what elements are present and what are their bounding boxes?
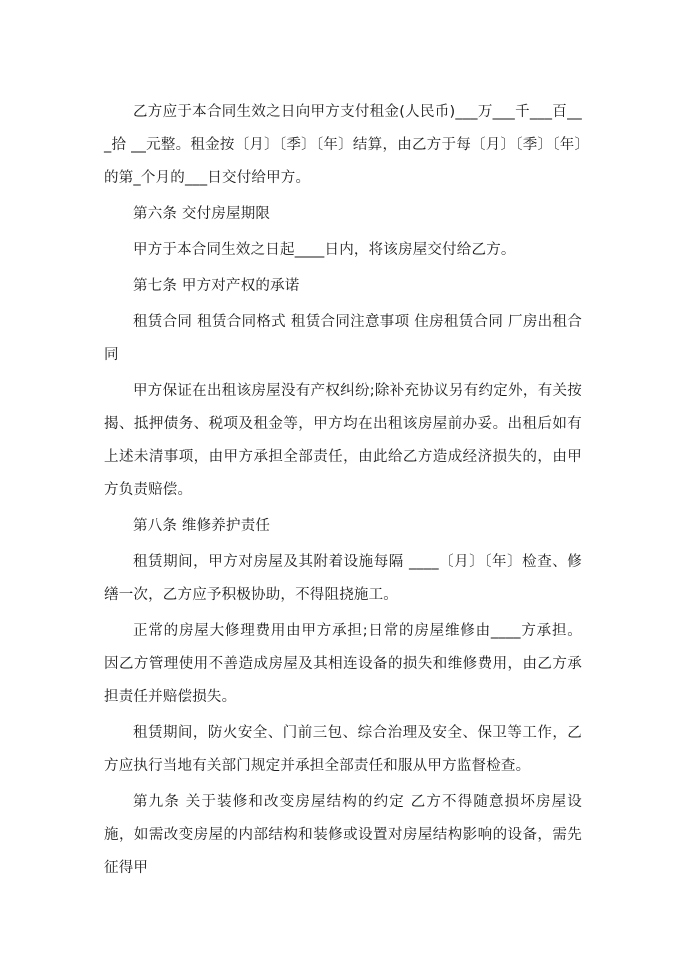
article-9-paragraph: 第九条 关于装修和改变房屋结构的约定 乙方不得随意损坏房屋设施，如需改变房屋的内部结构和装修或设置对房屋结构影响的设备，需先征得甲 xyxy=(104,794,582,876)
related-topics-line: 租赁合同 租赁合同格式 租赁合同注意事项 住房租赁合同 厂房出租合同 xyxy=(104,314,582,363)
property-rights-paragraph: 甲方保证在出租该房屋没有产权纠纷;除补充协议另有约定外，有关按揭、抵押债务、税项及租金等，甲方均在出租该房屋前办妥。出租后如有上述未清事项，由甲方承担全部责任，由此给乙方造成经济损失的，由甲方负责赔偿。 xyxy=(104,383,582,498)
article-8-heading: 第八条 维修养护责任 xyxy=(133,518,271,534)
article-7-heading: 第七条 甲方对产权的承诺 xyxy=(133,278,300,294)
article-6-heading: 第六条 交付房屋期限 xyxy=(133,206,271,222)
inspection-repair-paragraph: 租赁期间，甲方对房屋及其附着设施每隔 ____〔月〕〔年〕检查、修缮一次，乙方应予积极协助，不得阻挠施工。 xyxy=(104,554,582,603)
safety-duties-paragraph: 租赁期间，防火安全、门前三包、综合治理及安全、保卫等工作，乙方应执行当地有关部门规定并承担全部责任和服从甲方监督检查。 xyxy=(104,725,582,774)
document-body xyxy=(104,96,582,888)
rent-payment-paragraph: 乙方应于本合同生效之日向甲方支付租金(人民币)___万___千___百___拾 __元整。租金按〔月〕〔季〕〔年〕结算，由乙方于每〔月〕〔季〕〔年〕的第_个月的___日交付给甲方。 xyxy=(104,104,582,186)
handover-deadline-paragraph: 甲方于本合同生效之日起____日内，将该房屋交付给乙方。 xyxy=(133,242,516,258)
repair-costs-paragraph: 正常的房屋大修理费用由甲方承担;日常的房屋维修由____方承担。 因乙方管理使用不善造成房屋及其相连设备的损失和维修费用，由乙方承担责任并赔偿损失。 xyxy=(104,623,582,705)
